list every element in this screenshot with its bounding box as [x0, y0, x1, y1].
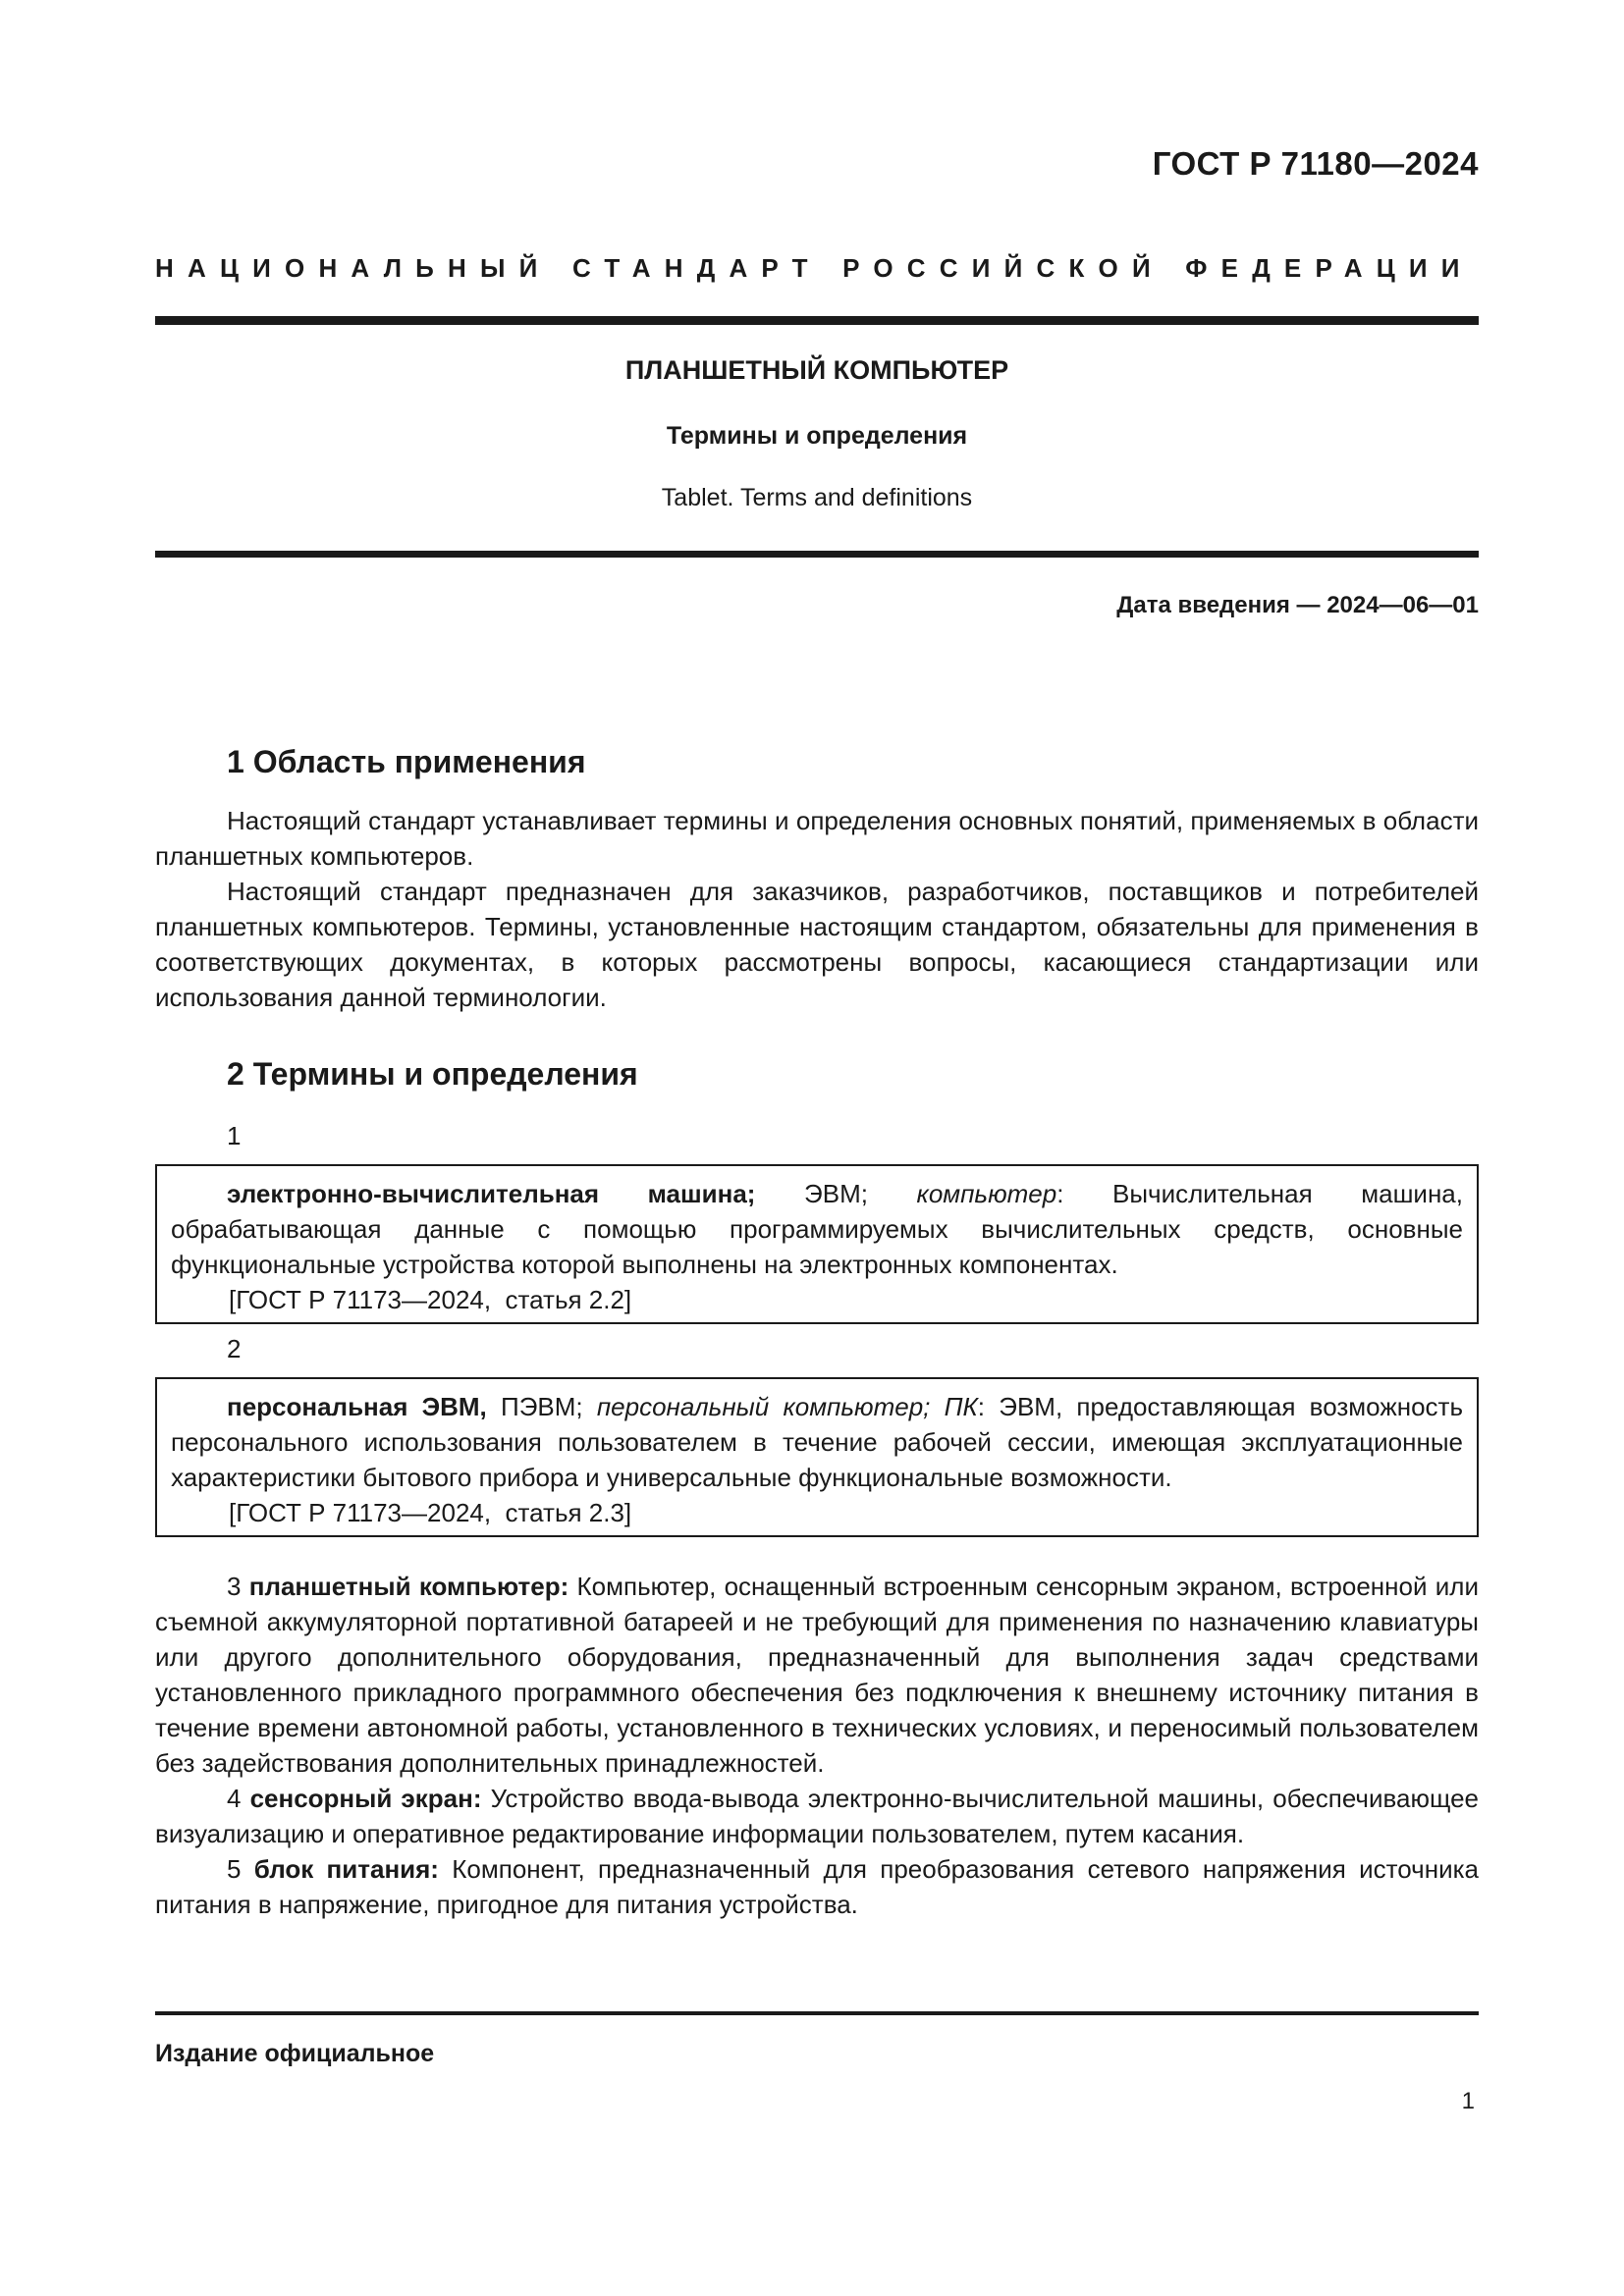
term-number-2: 2: [227, 1334, 242, 1363]
standard-number: ГОСТ Р 71180—2024: [1152, 145, 1479, 182]
term-2-source: [ГОСТ Р 71173—2024, статья 2.3]: [229, 1498, 632, 1527]
footer-rule: [155, 2011, 1479, 2015]
section-2-heading: 2 Термины и определения: [227, 1056, 638, 1092]
document-english-title: Tablet. Terms and definitions: [661, 484, 973, 511]
term-4-entry: [155, 1781, 1479, 1851]
term-4-name: сенсорный экран:: [249, 1784, 482, 1813]
term-3-name: планшетный компьютер:: [248, 1572, 569, 1601]
top-rule: [155, 316, 1479, 325]
term-2-definition: [171, 1389, 1463, 1495]
term-3-definition: Компьютер, оснащенный встроенным сенсорным экраном, встроенной или съемной аккумуляторной портативной батареей и не требующий для применения по назначению клавиатуры или другого дополнительного оборудования, предназначенный для выполнения задач средствами установленного прикладного программного обеспечения без подключения к внешнему источнику питания в течение времени автономной работы, установленного в технических условиях, и переносимый пользователем без задействования дополнительных принадлежностей.: [155, 1572, 1479, 1778]
term-5-definition: Компонент, предназначенный для преобразования сетевого напряжения источника питания в напряжение, пригодное для питания устройства.: [155, 1854, 1480, 1919]
term-box-2: [155, 1377, 1479, 1537]
document-title: ПЛАНШЕТНЫЙ КОМПЬЮТЕР: [624, 355, 1009, 385]
term-2-definition-text: : ЭВМ, предоставляющая возможность персонального использования пользователем в течение рабочей сессии, имеющая эксплуатационные характеристики бытового прибора и универсальные функциональные возможности.: [171, 1392, 1463, 1492]
section-1-heading: 1 Область применения: [227, 744, 586, 779]
term-1-definition: [171, 1176, 1463, 1282]
term-2-synonym: ПЭВМ;: [486, 1392, 597, 1421]
introduction-date: Дата введения — 2024—06—01: [1116, 592, 1479, 618]
page-number: 1: [1461, 2088, 1475, 2114]
national-standard-banner: НАЦИОНАЛЬНЫЙ СТАНДАРТ РОССИЙСКОЙ ФЕДЕРАЦИИ: [155, 253, 1474, 283]
term-2-name: персональная ЭВМ,: [227, 1392, 487, 1421]
term-2-italic-synonym: персональный компьютер; ПК: [596, 1392, 978, 1421]
term-number-1: 1: [227, 1121, 242, 1150]
term-3-entry: [155, 1569, 1479, 1781]
term-3-number: 3: [227, 1572, 242, 1601]
term-4-definition: Устройство ввода-вывода электронно-вычислительной машины, обеспечивающее визуализацию и оперативное редактирование информации пользователем, путем касания.: [155, 1784, 1479, 1848]
term-1-name: электронно-вычислительная машина;: [227, 1179, 756, 1208]
section-1-paragraph-1: Настоящий стандарт устанавливает термины и определения основных понятий, применяемых в области планшетных компьютеров.: [155, 806, 1479, 871]
term-5-entry: [155, 1851, 1479, 1922]
term-1-definition-text: : Вычислительная машина, обрабатывающая данные с помощью программируемых вычислительных средств, основные функциональные устройства которой выполнены на электронных компонентах.: [171, 1179, 1463, 1279]
title-rule: [155, 551, 1479, 558]
term-1-italic-synonym: компьютер: [916, 1179, 1057, 1208]
term-5-name: блок питания:: [253, 1854, 439, 1884]
term-1-source: [ГОСТ Р 71173—2024, статья 2.2]: [229, 1285, 632, 1314]
document-subtitle: Термины и определения: [666, 422, 968, 450]
term-1-synonym: ЭВМ;: [755, 1179, 917, 1208]
term-box-1: [155, 1164, 1479, 1324]
term-4-number: 4: [227, 1784, 242, 1813]
section-1-paragraph-2: Настоящий стандарт предназначен для заказчиков, разработчиков, поставщиков и потребителей планшетных компьютеров. Термины, установленные настоящим стандартом, обязательны для применения в соответствующих документах, в которых рассмотрены вопросы, касающиеся стандартизации или использования данной терминологии.: [155, 877, 1479, 1012]
term-5-number: 5: [227, 1854, 242, 1884]
official-edition-label: Издание официальное: [155, 2040, 435, 2067]
